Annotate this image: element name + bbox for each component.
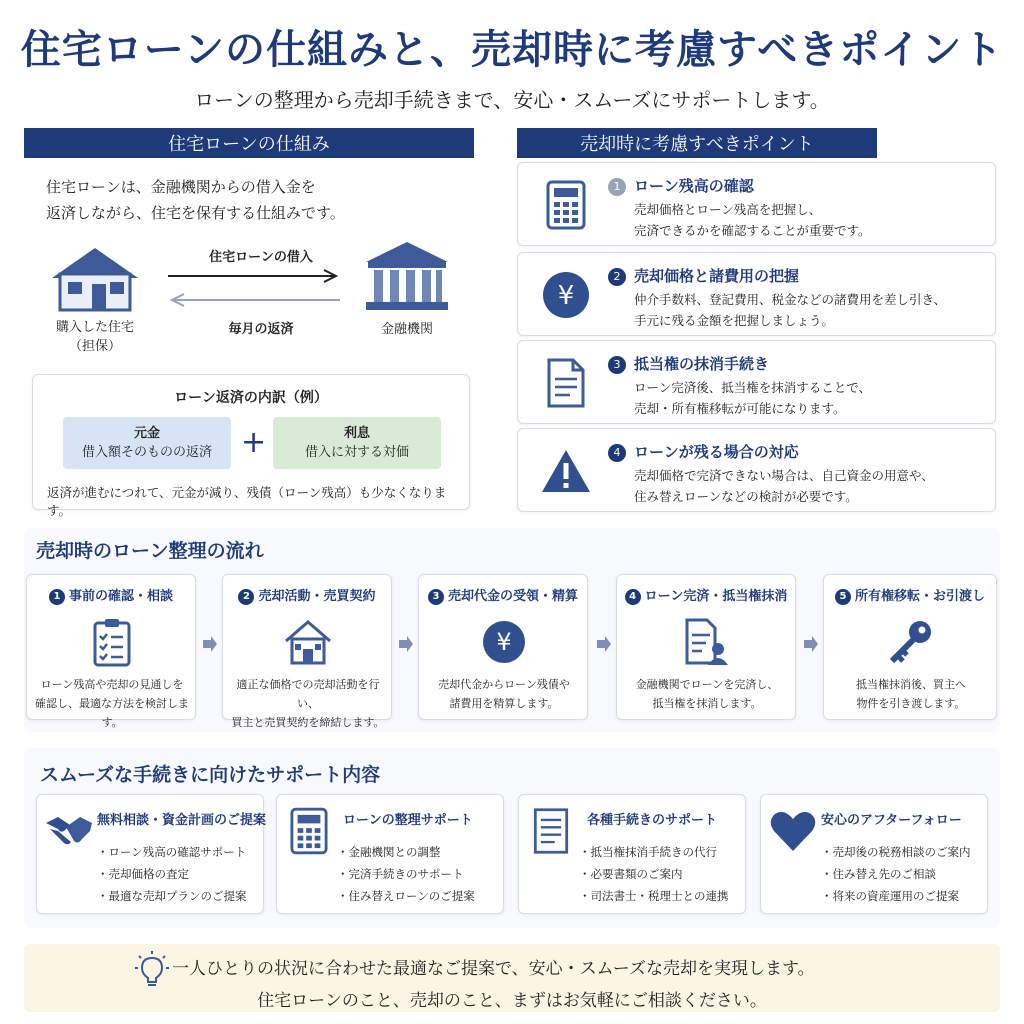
interest-desc: 借入に対する対価 — [304, 445, 409, 460]
support-item: ・ 最適な売却プランのご提案 — [97, 885, 247, 907]
step-title-text: ローン完済・抵当権抹消 — [644, 589, 788, 604]
step-title-text: 売却活動・売買契約 — [258, 589, 376, 604]
calculator-icon — [538, 177, 594, 233]
breakdown-note: 返済が進むにつれて、元金が減り、残債（ローン残高）も少なくなります。 — [47, 485, 447, 518]
step-title — [419, 585, 587, 605]
step-text-line: 物件を引き渡します。 — [856, 697, 966, 710]
step-text — [227, 675, 389, 732]
support-list — [97, 841, 247, 907]
bank-icon — [362, 240, 452, 312]
house-icon — [48, 244, 142, 312]
yen-icon — [474, 615, 534, 669]
lightbulb-icon — [134, 950, 170, 990]
loan-description-line: 返済しながら、住宅を保有する仕組みです。 — [46, 204, 345, 222]
point-card — [517, 252, 996, 336]
point-text-line: 手元に残る金額を把握しましょう。 — [634, 313, 835, 328]
step-text-line: 抵当権を抹消します。 — [652, 697, 762, 710]
point-text-line: 完済できるかを確認することが重要です。 — [634, 223, 871, 238]
step-text-line: 売却代金からローン残債や — [438, 678, 570, 691]
step-text — [828, 675, 994, 713]
point-card — [517, 162, 996, 246]
repay-label: 毎月の返済 — [228, 322, 294, 337]
warning-icon — [538, 443, 594, 499]
flow-arrow-icon — [593, 634, 613, 654]
flow-arrow-icon — [199, 634, 219, 654]
support-card — [276, 794, 504, 914]
handshake-icon — [43, 805, 95, 857]
house-label-line: （担保） — [68, 339, 121, 354]
step-text-line: 抵当権抹消後、買主へ — [856, 678, 966, 691]
support-item: ・ 住み替え先のご相談 — [821, 863, 971, 885]
house-label-line: 購入した住宅 — [55, 320, 134, 335]
bank-label: 金融機関 — [380, 322, 433, 337]
point-title: 抵当権の抹消手続き — [634, 355, 770, 373]
support-item: ・ 抵当権抹消手続きの代行 — [579, 841, 729, 863]
repayment-breakdown-box — [32, 374, 470, 518]
point-text-line: 売却価格で完済できない場合は、自己資金の用意や、 — [634, 468, 934, 483]
footer-line: 一人ひとりの状況に合わせた最適なご提案で、安心・スムーズな売却を実現します。 — [172, 959, 815, 979]
step-title-text: 所有権移転・お引渡し — [854, 589, 985, 604]
support-item: ・ 売却後の税務相談のご案内 — [821, 841, 971, 863]
house-outline-icon — [278, 615, 338, 669]
heart-icon — [767, 805, 819, 857]
step-title-text: 売却代金の受領・精算 — [447, 589, 578, 604]
support-card — [36, 794, 267, 914]
document-icon — [538, 355, 594, 411]
support-card-title: 安心のアフターフォロー — [821, 813, 962, 828]
plus-icon: + — [241, 425, 267, 460]
arrow-right-icon — [166, 268, 342, 284]
flow-arrow-icon — [800, 634, 820, 654]
calculator-icon — [283, 805, 335, 857]
point-card — [517, 340, 996, 424]
loan-mechanism-header: 住宅ローンの仕組み — [24, 128, 474, 158]
step-text-line: 確認し、最適な方法を検討します。 — [35, 697, 189, 729]
yen-icon — [538, 267, 594, 323]
house-label — [40, 318, 150, 356]
point-text-line: 売却・所有権移転が可能になります。 — [634, 401, 846, 416]
page-title: 住宅ローンの仕組みと、売却時に考慮すべきポイント — [20, 26, 1004, 73]
point-text — [634, 377, 984, 419]
point-text-line: 仲介手数料、登記費用、税金などの諸費用を差し引き、 — [634, 292, 947, 307]
page-subtitle: ローンの整理から売却手続きまで、安心・スムーズにサポートします。 — [194, 88, 830, 112]
step-number: 5 — [835, 589, 851, 605]
support-list — [579, 841, 729, 907]
point-text-line: 住み替えローンなどの検討が必要です。 — [634, 489, 858, 504]
key-icon — [881, 615, 941, 669]
point-title: ローンが残る場合の対応 — [634, 443, 799, 461]
interest-box — [273, 417, 441, 469]
support-title: スムーズな手続きに向けたサポート内容 — [40, 764, 381, 786]
flow-step — [823, 574, 997, 720]
point-number: 2 — [608, 268, 626, 286]
support-item: ・ ローン残高の確認サポート — [97, 841, 247, 863]
interest-title: 利息 — [343, 426, 370, 441]
principal-title: 元金 — [133, 426, 160, 441]
point-card — [517, 428, 996, 512]
point-number: 1 — [608, 178, 626, 196]
step-number: 4 — [625, 589, 641, 605]
step-title — [824, 585, 996, 605]
support-list — [821, 841, 971, 907]
point-number: 4 — [608, 444, 626, 462]
point-text — [634, 289, 984, 331]
point-number: 3 — [608, 356, 626, 374]
svg-text:¥: ¥ — [496, 628, 512, 656]
svg-text:¥: ¥ — [557, 281, 575, 311]
support-card-title: 各種手続きのサポート — [587, 813, 718, 828]
support-item: ・ 司法書士・税理士との連携 — [579, 885, 729, 907]
breakdown-title: ローン返済の内訳（例） — [174, 390, 328, 406]
support-item: ・ 完済手続きのサポート — [337, 863, 475, 885]
step-number: 3 — [428, 589, 444, 605]
borrow-label: 住宅ローンの借入 — [209, 250, 313, 265]
sale-points-header: 売却時に考慮すべきポイント — [517, 128, 877, 158]
step-text-line: 金融機関でローンを完済し、 — [635, 678, 779, 691]
principal-box — [63, 417, 231, 469]
footer-line: 住宅ローンのこと、売却のこと、まずはお気軽にご相談ください。 — [257, 991, 767, 1011]
step-number: 1 — [49, 589, 65, 605]
point-text-line: 売却価格とローン残高を把握し、 — [634, 202, 822, 217]
flow-step — [26, 574, 196, 729]
principal-desc: 借入額そのものの返済 — [81, 445, 212, 460]
step-number: 2 — [238, 589, 254, 605]
point-title: ローン残高の確認 — [634, 177, 754, 195]
flow-arrow-icon — [395, 634, 415, 654]
support-card — [518, 794, 746, 914]
step-text-line: 諸費用を精算します。 — [449, 697, 559, 710]
document-person-icon — [677, 615, 737, 669]
step-title-text: 事前の確認・相談 — [68, 589, 173, 604]
support-item: ・ 金融機関との調整 — [337, 841, 475, 863]
step-title — [27, 585, 195, 605]
step-text — [31, 675, 193, 732]
step-title — [617, 585, 795, 605]
point-title: 売却価格と諸費用の把握 — [634, 267, 800, 285]
point-text — [634, 199, 984, 241]
flow-title: 売却時のローン整理の流れ — [36, 540, 264, 562]
flow-step — [418, 574, 588, 720]
clipboard-icon — [82, 615, 142, 669]
support-item: ・ 必要書類のご案内 — [579, 863, 729, 885]
point-text — [634, 465, 984, 507]
support-item: ・ 住み替えローンのご提案 — [337, 885, 475, 907]
step-text — [621, 675, 793, 713]
point-text-line: ローン完済後、抵当権を抹消することで、 — [634, 380, 872, 395]
support-item: ・ 将来の資産運用のご提案 — [821, 885, 971, 907]
loan-description-line: 住宅ローンは、金融機関からの借入金を — [46, 178, 316, 196]
support-card-title: ローンの整理サポート — [343, 813, 473, 828]
step-text — [423, 675, 585, 713]
document-icon — [525, 805, 577, 857]
step-text-line: ローン残高や売却の見通しを — [40, 678, 184, 691]
arrow-left-icon — [166, 292, 342, 308]
loan-description — [46, 174, 466, 226]
step-title — [223, 585, 391, 605]
flow-step — [222, 574, 392, 729]
support-list — [337, 841, 475, 907]
flow-step — [616, 574, 796, 720]
step-text-line: 適正な価格での売却活動を行い、 — [236, 678, 380, 710]
support-item: ・ 売却価格の査定 — [97, 863, 247, 885]
step-text-line: 買主と売買契約を締結します。 — [231, 716, 385, 729]
support-card-title: 無料相談・資金計画のご提案 — [97, 813, 267, 828]
support-card — [760, 794, 988, 914]
